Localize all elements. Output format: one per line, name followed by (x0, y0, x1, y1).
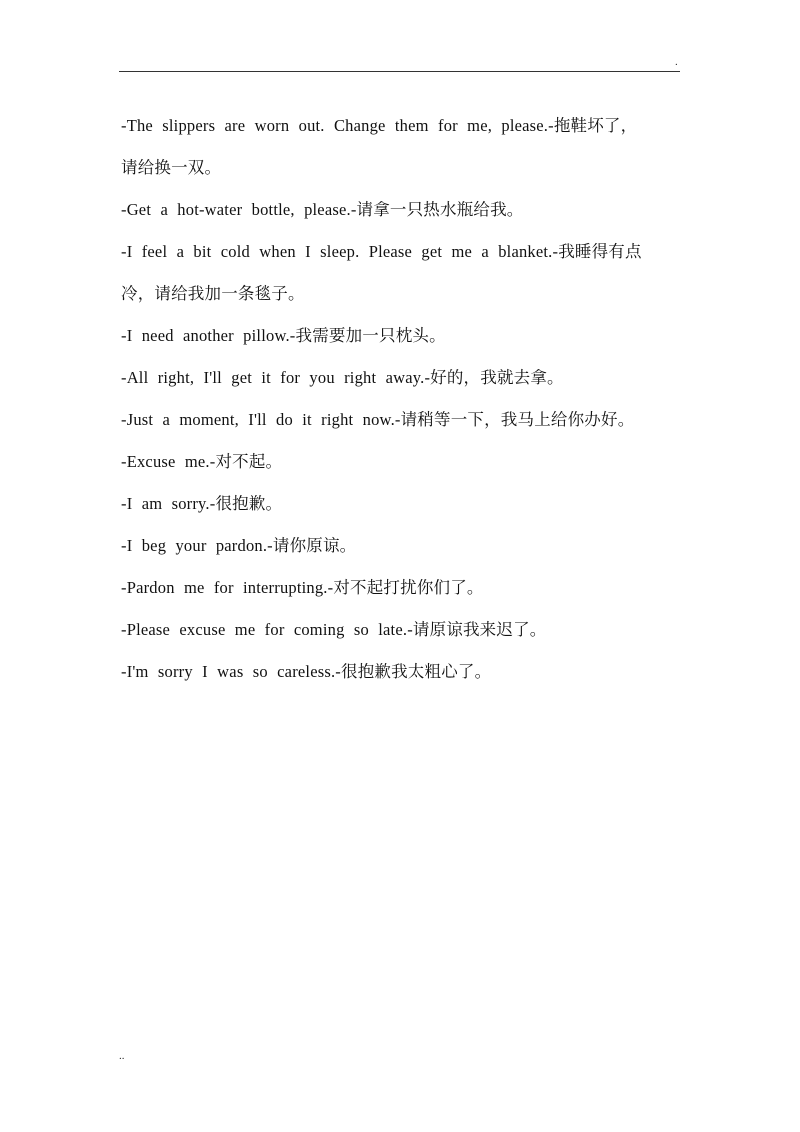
text-line: -I'm sorry I was so careless.-很抱歉我太粗心了。 (121, 662, 492, 681)
header-mark: . (675, 56, 678, 68)
text-line: -I feel a bit cold when I sleep. Please get me a blanket.-我睡得有点 (121, 242, 642, 261)
text-line: -I am sorry.-很抱歉。 (121, 494, 283, 513)
text-line: -Just a moment, I'll do it right now.-请稍等一下，我马上给你办好。 (121, 410, 635, 429)
text-line: -Pardon me for interrupting.-对不起打扰你们了。 (121, 578, 484, 597)
text-line: -All right, I'll get it for you right away.-好的，我就去拿。 (121, 368, 564, 387)
document-body (121, 105, 681, 693)
text-line: -I beg your pardon.-请你原谅。 (121, 536, 357, 555)
text-line: -I need another pillow.-我需要加一只枕头。 (121, 326, 446, 345)
footer-mark: .. (119, 1050, 125, 1062)
text-line: 请给换一双。 (121, 158, 222, 177)
text-line: -Excuse me.-对不起。 (121, 452, 283, 471)
text-line: 冷，请给我加一条毯子。 (121, 284, 305, 303)
text-line: -Get a hot-water bottle, please.-请拿一只热水瓶给我。 (121, 200, 524, 219)
text-line: -Please excuse me for coming so late.-请原谅我来迟了。 (121, 620, 547, 639)
text-line: -The slippers are worn out. Change them for me, please.-拖鞋坏了， (121, 116, 638, 135)
header-rule (119, 71, 680, 72)
